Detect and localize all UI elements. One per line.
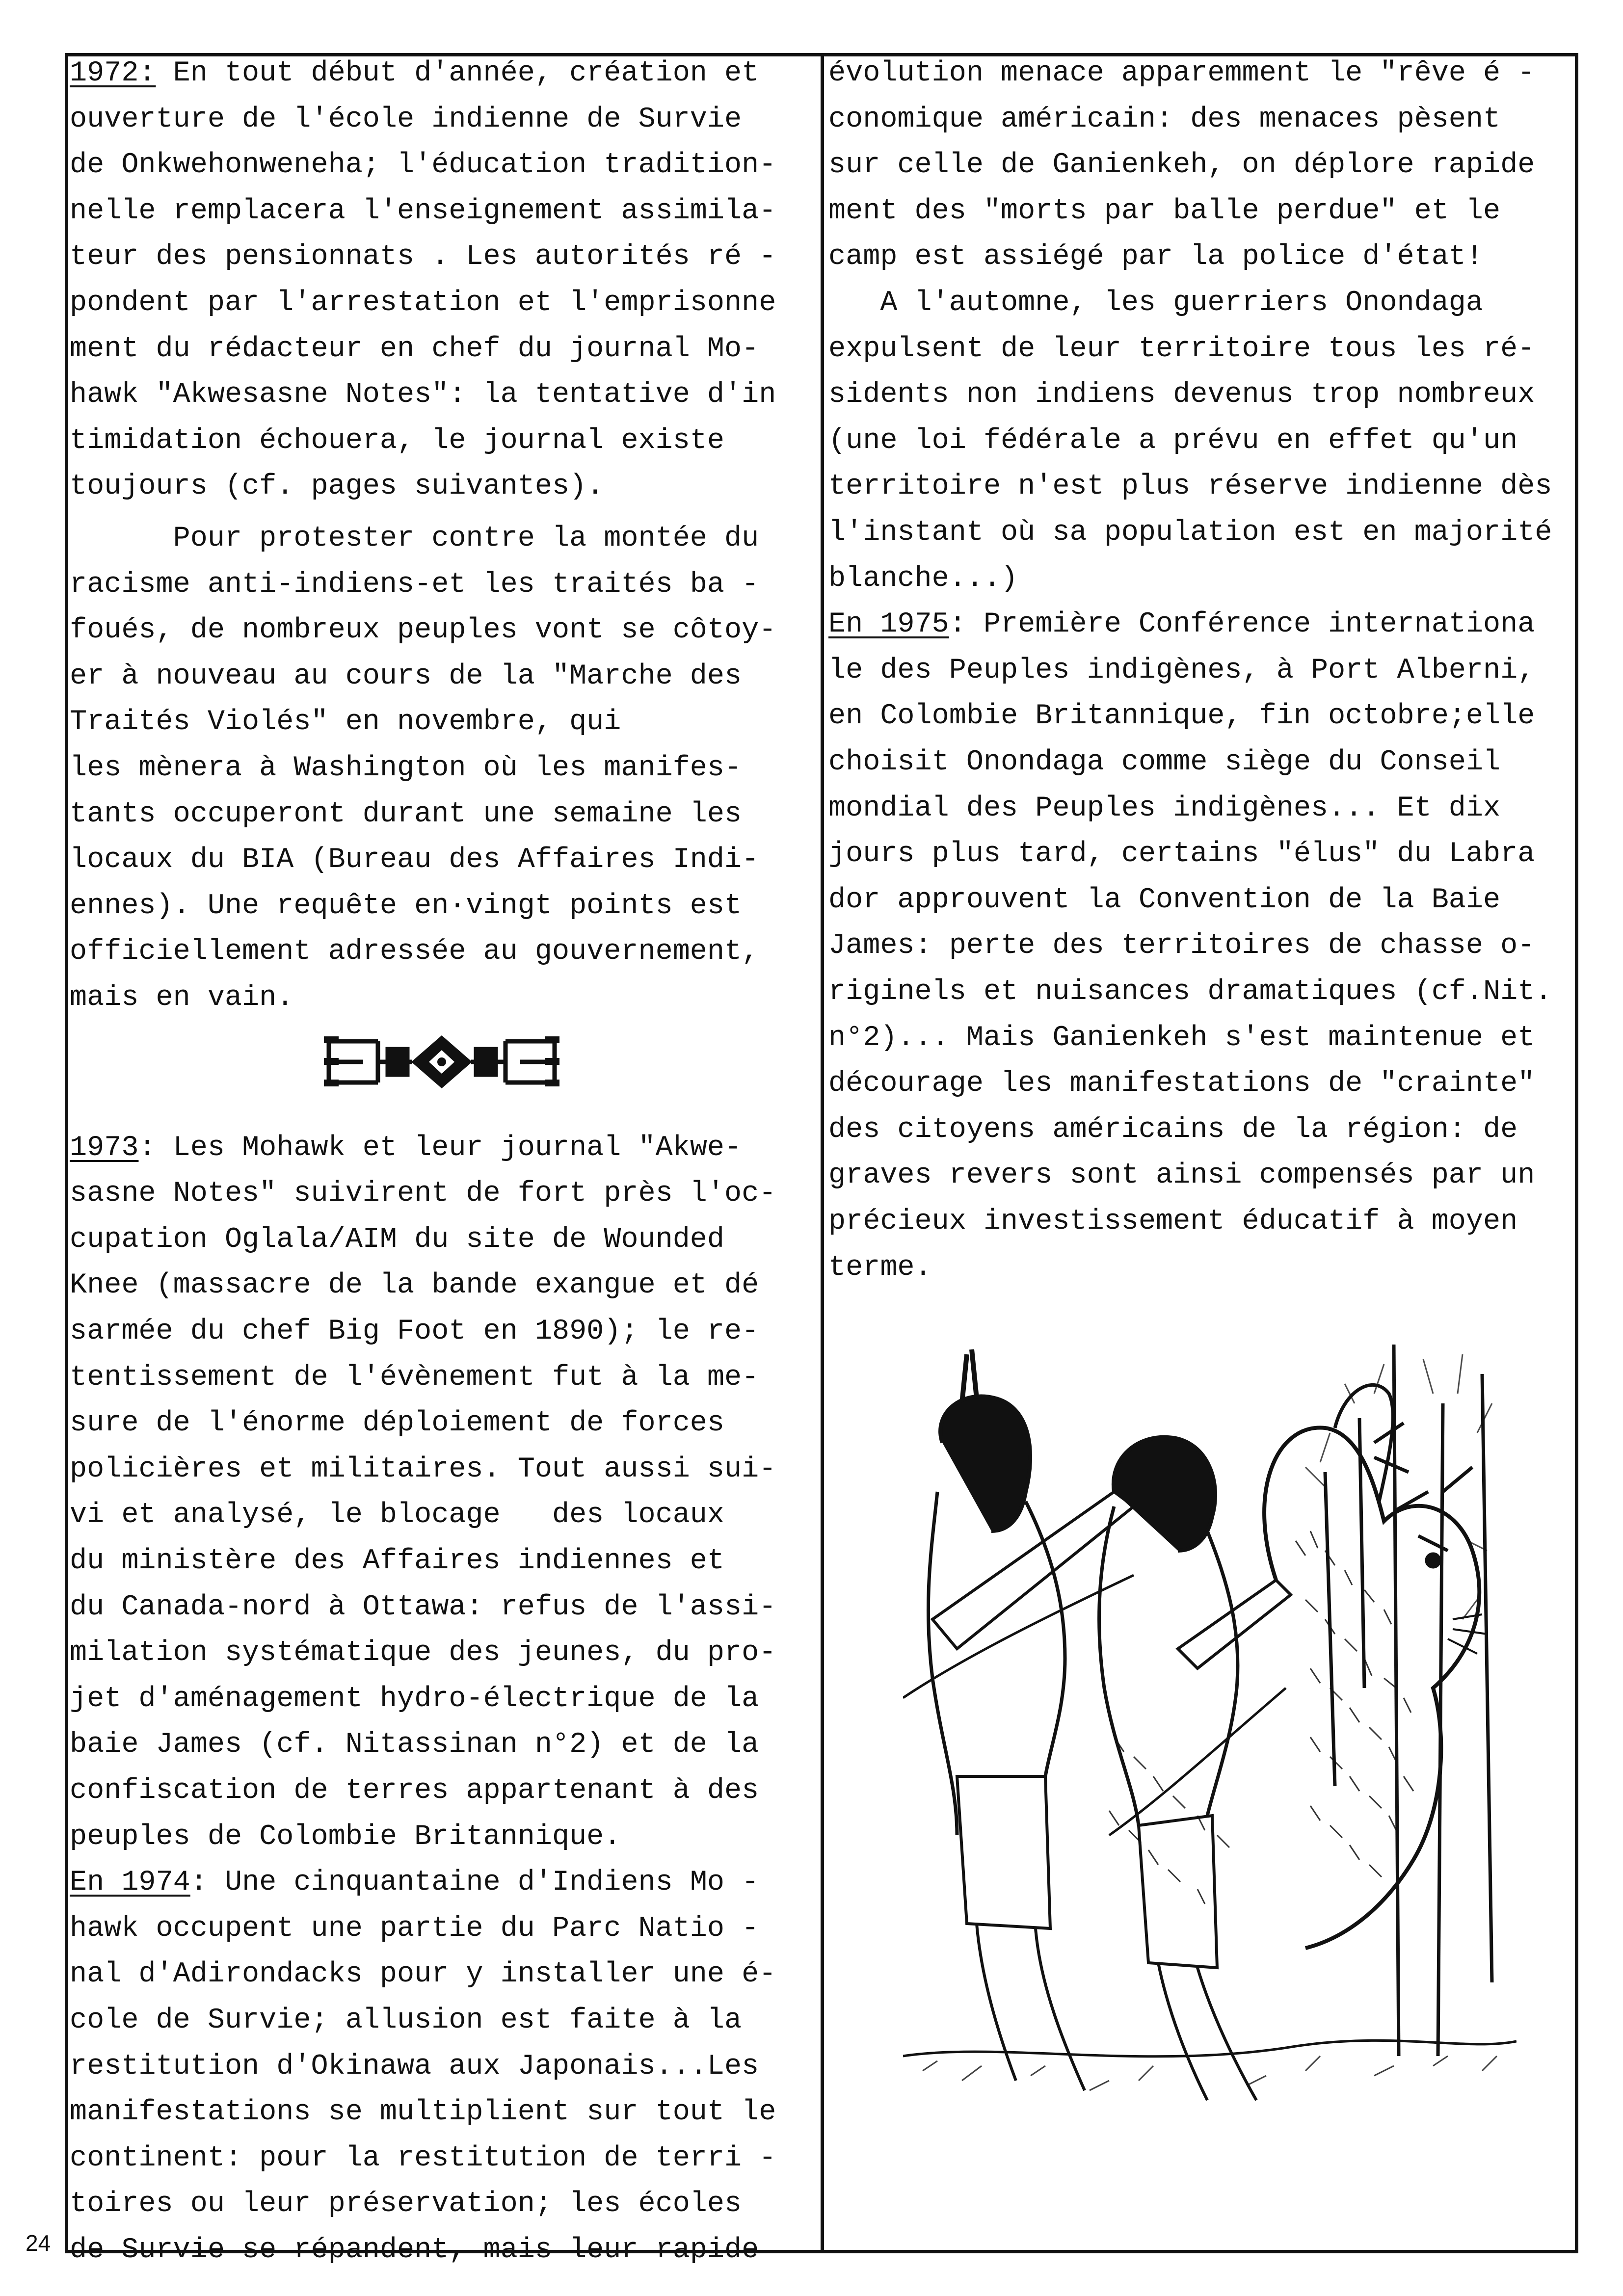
text-line: [828, 793, 1500, 823]
text-line: [828, 104, 1500, 134]
text-line: [828, 425, 1517, 456]
line-text: ouverture de l'école indienne de Survie: [70, 102, 742, 135]
text-line: [70, 1821, 621, 1852]
text-line: [70, 661, 742, 691]
line-text: foués, de nombreux peuples vont se côtoy-: [70, 613, 776, 647]
text-line: [70, 1454, 776, 1484]
text-line: [70, 1362, 759, 1393]
text-line: [828, 196, 1500, 226]
text-line: [828, 150, 1535, 180]
text-line: [70, 523, 759, 554]
line-text: l'instant où sa population est en majorité: [828, 516, 1552, 549]
line-text: timidation échouera, le journal existe: [70, 423, 725, 457]
column-divider: [821, 53, 824, 2253]
text-line: [828, 1023, 1535, 1053]
text-line: [828, 1068, 1535, 1099]
text-line: [70, 1178, 776, 1209]
line-text: sarmée du chef Big Foot en 1890); le re-: [70, 1315, 759, 1347]
line-text: précieux investissement éducatif à moyen: [828, 1205, 1518, 1238]
line-text: expulsent de leur territoire tous les ré-: [828, 332, 1535, 365]
text-line: [70, 1913, 759, 1944]
text-line: [70, 241, 776, 272]
line-text: cole de Survie; allusion est faite à la: [70, 2004, 742, 2036]
line-text: territoire n'est plus réserve indienne dès: [828, 470, 1552, 503]
line-text: camp est assiégé par la police d'état!: [828, 240, 1484, 273]
text-line: [828, 839, 1535, 869]
year-heading: 1972:: [70, 56, 156, 89]
line-text: évolution menace apparemment le "rêve é -: [828, 56, 1535, 89]
line-text: restitution d'Okinawa aux Japonais...Les: [70, 2049, 759, 2083]
text-line: [828, 701, 1535, 731]
text-line: [828, 747, 1500, 777]
text-line: [70, 104, 742, 134]
text-line: [70, 982, 293, 1013]
text-line: [70, 1133, 742, 1163]
line-text: cupation Oglala/AIM du site de Wounded: [70, 1222, 725, 1256]
text-line: [70, 936, 759, 967]
line-text: en Colombie Britannique, fin octobre;elle: [828, 699, 1535, 733]
text-line: [70, 891, 742, 921]
text-line: [70, 2005, 742, 2035]
text-line: [70, 615, 776, 645]
text-line: [70, 1316, 759, 1346]
line-text: sidents non indiens devenus trop nombreux: [828, 378, 1535, 411]
line-text: locaux du BIA (Bureau des Affaires Indi-: [70, 843, 759, 876]
line-text: dor approuvent la Convention de la Baie: [828, 883, 1501, 916]
line-text: hawk "Akwesasne Notes": la tentative d'in: [70, 378, 776, 411]
line-text: n°2)... Mais Ganienkeh s'est maintenue et: [828, 1021, 1535, 1054]
text-line: [70, 1729, 759, 1760]
text-line: [70, 569, 759, 600]
text-line: [70, 150, 776, 180]
text-line: [828, 1252, 932, 1283]
text-line: [70, 799, 742, 829]
line-text: du ministère des Affaires indiennes et: [70, 1544, 725, 1577]
line-text: ennes). Une requête en·vingt points est: [70, 889, 742, 922]
line-text: pondent par l'arrestation et l'emprisonne: [70, 286, 776, 319]
text-line: [70, 425, 724, 456]
text-line: [828, 1114, 1517, 1145]
text-line: [70, 845, 759, 875]
line-text: er à nouveau au cours de la "Marche des: [70, 659, 742, 692]
line-text: toujours (cf. pages suivantes).: [70, 470, 604, 503]
line-text: hawk occupent une partie du Parc Natio -: [70, 1911, 759, 1945]
line-text: le des Peuples indigènes, à Port Alberni,: [828, 653, 1535, 686]
line-text: : Les Mohawk et leur journal "Akwe-: [138, 1131, 742, 1164]
line-text: des citoyens américains de la région: de: [828, 1112, 1518, 1146]
line-text: conomique américain: des menaces pèsent: [828, 102, 1501, 135]
text-line: [70, 2189, 742, 2219]
line-text: graves revers sont ainsi compensés par un: [828, 1159, 1535, 1192]
text-line: [70, 2143, 776, 2173]
line-text: tentissement de l'évènement fut à la me-: [70, 1360, 759, 1394]
text-line: [70, 753, 742, 783]
line-text: les mènera à Washington où les manifes-: [70, 751, 742, 784]
text-line: [828, 471, 1552, 501]
line-text: (une loi fédérale a prévu en effet qu'un: [828, 423, 1518, 457]
text-line: [828, 1160, 1535, 1190]
line-text: Pour protester contre la montée du: [70, 522, 759, 554]
text-line: [70, 379, 776, 410]
line-text: jours plus tard, certains "élus" du Labra: [828, 837, 1535, 871]
text-line: [828, 517, 1552, 548]
line-text: de Survie se répandent, mais leur rapide: [70, 2233, 759, 2266]
text-line: [70, 2235, 759, 2265]
line-text: jet d'aménagement hydro-électrique de la: [70, 1682, 759, 1715]
line-text: sasne Notes" suivirent de fort près l'oc-: [70, 1177, 776, 1210]
text-line: [828, 655, 1535, 686]
line-text: racisme anti-indiens-et les traités ba -: [70, 567, 759, 601]
line-text: de Onkwehonweneha; l'éducation tradition-: [70, 148, 776, 182]
text-line: [828, 930, 1535, 961]
line-text: choisit Onondaga comme siège du Conseil: [828, 745, 1501, 778]
line-text: officiellement adressée au gouvernement,: [70, 935, 759, 968]
line-text: mais en vain.: [70, 981, 294, 1014]
line-text: En tout début d'année, création et: [156, 56, 759, 89]
line-text: A l'automne, les guerriers Onondaga: [828, 286, 1484, 319]
line-text: ment des "morts par balle perdue" et le: [828, 194, 1501, 227]
line-text: peuples de Colombie Britannique.: [70, 1820, 621, 1853]
text-line: [70, 1637, 776, 1668]
line-text: policières et militaires. Tout aussi sui-: [70, 1452, 776, 1485]
line-text: nelle remplacera l'enseignement assimila-: [70, 194, 776, 227]
text-line: [70, 288, 776, 318]
text-line: [828, 885, 1500, 915]
line-text: manifestations se multiplient sur tout le: [70, 2095, 776, 2129]
line-text: ment du rédacteur en chef du journal Mo-: [70, 332, 759, 365]
line-text: nal d'Adirondacks pour y installer une é-: [70, 1957, 776, 1991]
line-text: toires ou leur préservation; les écoles: [70, 2187, 742, 2220]
wampum-belt-icon: [324, 1032, 559, 1091]
line-text: : Une cinquantaine d'Indiens Mo -: [190, 1866, 759, 1899]
line-text: riginels et nuisances dramatiques (cf.Nit.: [828, 975, 1552, 1008]
line-text: blanche...): [828, 561, 1018, 595]
text-line: [828, 58, 1535, 88]
text-line: [70, 1592, 776, 1622]
text-line: [70, 1500, 724, 1530]
line-text: tants occuperont durant une semaine les: [70, 797, 742, 830]
text-line: [828, 288, 1483, 318]
line-text: confiscation de terres appartenant à des: [70, 1774, 759, 1807]
year-heading: 1973: [70, 1131, 139, 1164]
line-text: du Canada-nord à Ottawa: refus de l'assi-: [70, 1590, 776, 1623]
year-heading: En 1975: [828, 607, 949, 641]
text-line: [70, 1270, 759, 1300]
hunters-and-giant-rabbit-drawing: [903, 1345, 1517, 2110]
text-line: [70, 334, 759, 364]
text-line: [70, 1684, 759, 1714]
text-line: [828, 976, 1552, 1007]
line-text: : Première Conférence internationa: [949, 607, 1535, 641]
line-text: Knee (massacre de la bande exangue et dé: [70, 1268, 759, 1302]
line-text: teur des pensionnats . Les autorités ré -: [70, 240, 776, 273]
line-text: terme.: [828, 1250, 932, 1284]
text-line: [70, 471, 604, 501]
line-text: Traités Violés" en novembre, qui: [70, 705, 621, 739]
text-line: [70, 2097, 776, 2127]
line-text: baie James (cf. Nitassinan n°2) et de la: [70, 1728, 759, 1761]
text-line: [70, 196, 776, 226]
text-line: [828, 379, 1535, 410]
year-heading: En 1974: [70, 1866, 190, 1899]
page-number: 24: [26, 2230, 51, 2256]
line-text: continent: pour la restitution de terri -: [70, 2141, 776, 2174]
line-text: sur celle de Ganienkeh, on déplore rapide: [828, 148, 1535, 182]
text-line: [828, 563, 1018, 594]
line-text: milation systématique des jeunes, du pro-: [70, 1636, 776, 1669]
line-text: sure de l'énorme déploiement de forces: [70, 1406, 725, 1440]
text-line: [828, 334, 1535, 364]
text-line: [70, 2051, 759, 2082]
line-text: mondial des Peuples indigènes... Et dix: [828, 791, 1501, 824]
text-line: [828, 1206, 1517, 1237]
text-line: [70, 707, 621, 737]
text-line: [828, 609, 1535, 639]
text-line: [828, 241, 1483, 272]
line-text: vi et analysé, le blocage des locaux: [70, 1498, 725, 1531]
text-line: [70, 1546, 724, 1576]
text-line: [70, 1959, 776, 1989]
line-text: James: perte des territoires de chasse o-: [828, 929, 1535, 962]
line-text: décourage les manifestations de "crainte": [828, 1067, 1535, 1100]
text-line: [70, 1408, 724, 1438]
text-line: [70, 1224, 724, 1255]
text-line: [70, 1867, 759, 1898]
text-line: [70, 1775, 759, 1806]
text-line: [70, 58, 759, 88]
